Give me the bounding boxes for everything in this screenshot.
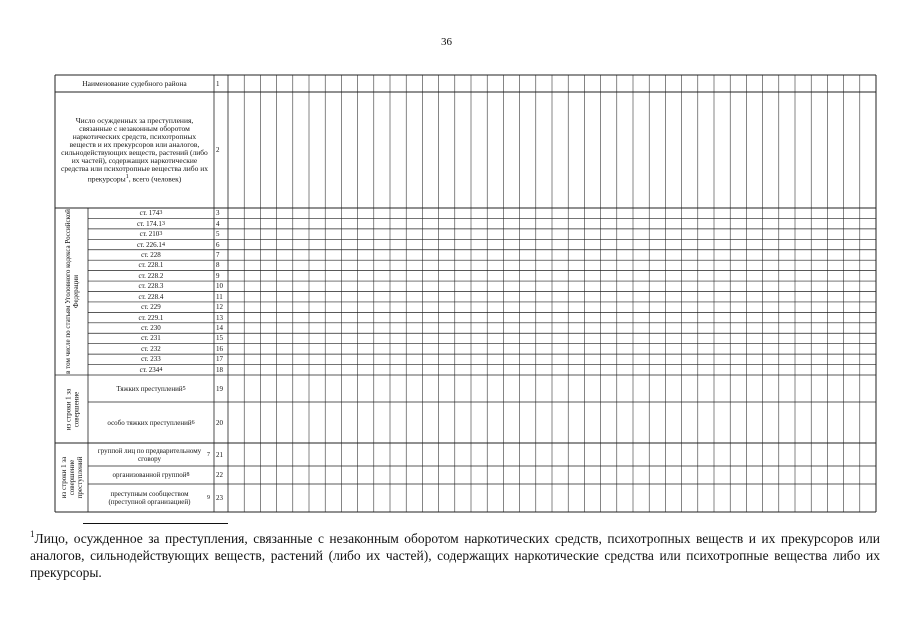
- row-number: 14: [216, 324, 223, 333]
- row-number: 12: [216, 303, 223, 312]
- row-number: 6: [216, 240, 220, 249]
- footnote-separator: [83, 523, 228, 524]
- collective-group-label: из строки 1 за совершение преступлений: [59, 456, 84, 499]
- article-row-label: ст. 174.1 3: [137, 219, 165, 228]
- article-row-label: ст. 231: [141, 334, 161, 343]
- article-row-label: ст. 210 3: [139, 230, 163, 239]
- article-row-label: ст. 234 4: [139, 365, 163, 374]
- article-row-label: ст. 229.1: [138, 313, 164, 322]
- total-label: Число осужденных за преступления, связанные с незаконным оборотом наркотических средств, психотропных веществ и их прекурсоров или аналогов, сильнодействующих веществ, растений (либо их частей), содержащих наркотические средства или психотропные вещества либо их прекурсоры$^1$, всего (человек): [61, 115, 208, 184]
- article-row-label: ст. 232: [141, 344, 161, 353]
- article-row-label: ст. 228: [141, 250, 161, 259]
- row-number: 11: [216, 292, 223, 301]
- district-label: Наименование судебного района: [82, 78, 187, 88]
- article-row-label: ст. 228.1: [138, 261, 164, 270]
- row-number: 5: [216, 230, 220, 239]
- article-row-label: ст. 228.3: [138, 282, 164, 291]
- footnote-text: Лицо, осужденное за преступления, связанные с незаконным оборотом наркотических средств, психотропных веществ и их прекурсоров или аналогов, сильнодействующих веществ, растений (либо их частей), содержащих наркотические средства или психотропные вещества либо их прекурсоры.: [30, 531, 880, 580]
- row-number: 19: [216, 384, 223, 393]
- page-number: 36: [441, 36, 452, 48]
- row-number: 15: [216, 334, 223, 343]
- article-row-label: ст. 228.4: [138, 292, 164, 301]
- article-row-label: ст. 230: [141, 324, 161, 333]
- articles-group-label: в том числе по статьям Уголовного кодекса Российской Федерации: [63, 209, 80, 374]
- row-number: 3: [216, 209, 220, 218]
- article-row-label: ст. 226.1 4: [137, 240, 165, 249]
- footnote: [30, 530, 880, 581]
- severity-group-label: из строки 1 за совершение: [63, 388, 80, 430]
- row-number: 21: [216, 450, 223, 459]
- row-number: 8: [216, 261, 220, 270]
- row-number: 18: [216, 365, 223, 374]
- row-number: 9: [216, 271, 220, 280]
- row-number: 23: [216, 494, 223, 502]
- row-number: 17: [216, 355, 223, 364]
- row-number: 4: [216, 219, 220, 228]
- severity-row-label: Тяжких преступлений 5: [116, 384, 186, 393]
- row-number: 16: [216, 344, 223, 353]
- footnote-mark: 1: [30, 529, 35, 539]
- severity-row-label: особо тяжких преступлений 6: [107, 418, 195, 427]
- article-row-label: ст. 233: [141, 355, 161, 364]
- article-row-label: ст. 174 3: [139, 209, 163, 218]
- collective-row-label: преступным сообществом (преступной организацией) 9: [108, 490, 210, 506]
- row-number: 20: [216, 418, 223, 427]
- article-row-label: ст. 228.2: [138, 271, 164, 280]
- row-number: 22: [216, 471, 223, 479]
- row-number: 1: [216, 79, 220, 88]
- article-row-label: ст. 229: [141, 303, 161, 312]
- row-number: 7: [216, 250, 220, 259]
- collective-row-label: группой лиц по предварительному сговору 7: [97, 446, 210, 463]
- row-number: 10: [216, 282, 223, 291]
- row-number: 13: [216, 313, 223, 322]
- collective-row-label: организованной группой 8: [112, 471, 190, 479]
- row-number: 2: [216, 146, 220, 154]
